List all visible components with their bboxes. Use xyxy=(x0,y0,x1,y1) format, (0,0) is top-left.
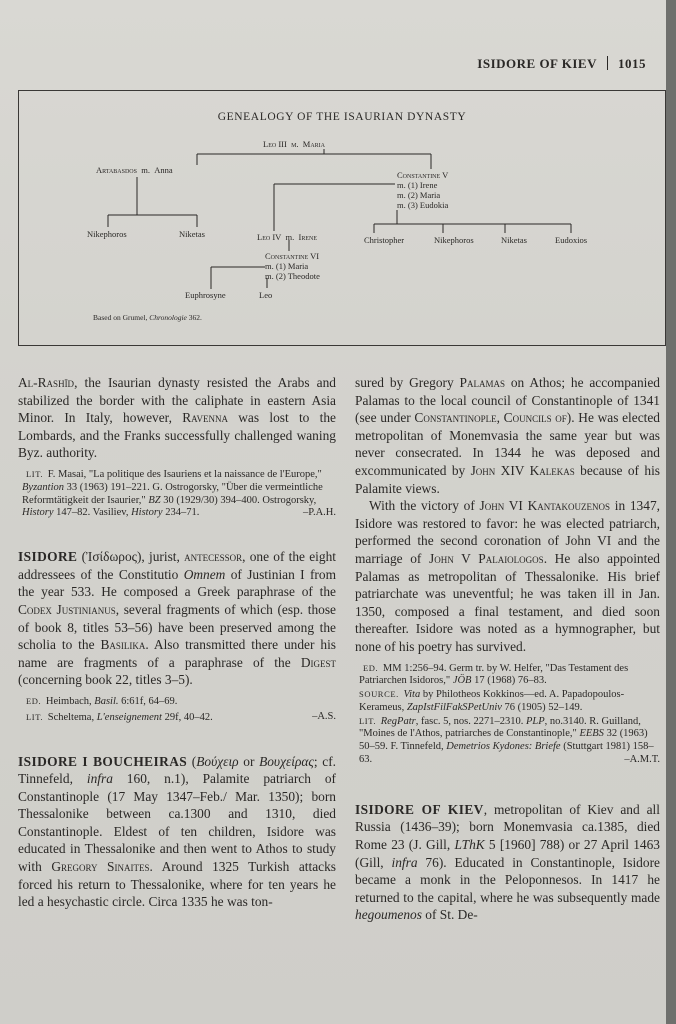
node-euphrosyne: Euphrosyne xyxy=(185,290,226,300)
node-leo-iv: Leo IV m. Irene xyxy=(257,232,318,242)
entry-isidore-of-kiev: ISIDORE OF KIEV, metropolitan of Kiev and all Russia (1436–39); born Monemvasia ca.1385, died Rome 23 (J. Gill, LThK 5 [1960] 788) or 27 April 1463 (Gill, infra 76). Educated in Constantinople, Isidore became a monk in the Peloponnesos. In 1417 he returned to the capital, where he was subsequently made hegoumenos of St. De- xyxy=(355,801,660,923)
running-head-title: ISIDORE OF KIEV xyxy=(477,56,597,71)
entry-isidore-boucheiras: ISIDORE I BOUCHEIRAS (Βούχειρ or Βουχείρας; cf. Tinnefeld, infra 160, n.1), Palamite patriarch of Constantinople (17 May 1347–Feb./ Mar. 1350); born Thessalonike between ca.1300 and 1310, died Constantinople. Eldest of ten children, Isidore was educated in Thessalonike and then went to Athos to study with Gregory Sinaites. Around 1325 Turkish attacks forced his return to Thessalonike, where for ten years he led a hesychastic circle. Circa 1335 he was ton- xyxy=(18,753,337,910)
node-artabasdos: Artabasdos m. Anna xyxy=(96,165,173,175)
right-column xyxy=(355,374,660,924)
node-constantine-vi: Constantine VI m. (1) Maria m. (2) Theodote xyxy=(265,251,320,281)
genealogy-lines xyxy=(19,91,665,345)
left-column xyxy=(18,374,336,911)
node-nikephoros-1: Nikephoros xyxy=(87,229,127,239)
entry-isidore-jurist: ISIDORE (Ἰσίδωρος), jurist, antecessor, one of the eight addressees of the Constitutio Omnem of Justinian I from the year 533. He composed a Greek paraphrase of the Codex Justinianus, several fragments of which (esp. those of book 8, titles 53–56) have been preserved among the scholia to the Basilika. Also transmitted there under his name are fragments of a paraphrase of the Digest (concerning book 22, titles 3–5). xyxy=(18,549,336,688)
node-constantine-v: Constantine V m. (1) Irene m. (2) Maria m. (3) Eudokia xyxy=(397,170,449,210)
node-eudoxios: Eudoxios xyxy=(555,235,588,245)
node-leo-iii: Leo III m. Maria xyxy=(263,139,326,149)
figure-title: GENEALOGY OF THE ISAURIAN DYNASTY xyxy=(217,111,467,123)
running-head-separator xyxy=(607,56,608,70)
running-head xyxy=(477,56,646,72)
entry-boucheiras-cont: sured by Gregory Palamas on Athos; he accompanied Palamas to the local council of Constantinople of 1341 (see under Constantinople, Councils of). He was elected metropolitan of Monemvasia the same year but was never consecrated. In 1344 he was deposed and excommunicated by John XIV Kalekas because of his Palamite views. xyxy=(355,375,661,496)
figure-credit: Based on Grumel, Chronologie 362. xyxy=(93,313,202,322)
node-niketas-2: Niketas xyxy=(501,235,527,245)
node-christopher: Christopher xyxy=(364,235,405,245)
bibliography-lit: LIT. F. Masai, "La politique des Isauriens et la naissance de l'Europe," Byzantion 33 (1963) 191–221. G. Ostrogorsky, "Über die vermeintliche Reformtätigkeit der Isaurier," BZ 30 (1929/30) 394–400. Ostrogorsky, History 147–82. Vasiliev, History 234–71. –P.A.H. xyxy=(22,468,336,519)
entry-headword: ISIDORE xyxy=(18,549,78,565)
entry-continuation: Al-Rashīd, the Isaurian dynasty resisted the Arabs and stabilized the border with the caliphate in eastern Asia Minor. In Italy, however, Ravenna was lost to the Lombards, and the Franks successfully challenged waning Byz. authority. xyxy=(18,375,336,461)
node-niketas-1: Niketas xyxy=(179,229,205,239)
author-initials: –A.M.T. xyxy=(624,754,660,766)
bibliography-lit-2: LIT. Scheltema, L'enseignement 29f, 40–42. –A.S. xyxy=(26,710,336,723)
entry-headword: ISIDORE I BOUCHEIRAS xyxy=(18,753,188,769)
entry-boucheiras-p2: With the victory of John VI Kantakouzenos in 1347, Isidore was restored to favor: he was elected patriarch, performed the second coronation of John VI and the marriage of John V Palaiologos. He also appointed Palamas as metropolitan of Thessalonike. His brief patriarchate was uneventful; he was taken ill in Jan. 1350, composed a final testament, and died soon thereafter. Isidore was noted as a hymnographer, but none of his poetry has survived. xyxy=(355,498,660,654)
entry-headword: ISIDORE OF KIEV xyxy=(355,801,484,817)
bibliography-ed: ED. Heimbach, Basil. 6:61f, 64–69. xyxy=(26,695,178,707)
genealogy-figure xyxy=(18,90,666,346)
author-initials: –P.A.H. xyxy=(303,507,336,519)
author-initials: –A.S. xyxy=(312,710,336,722)
node-leo: Leo xyxy=(259,290,273,300)
bibliography-ed-3: ED. MM 1:256–94. Germ tr. by W. Helfer, "Das Testament des Patriarchen Isidoros," JÖB 17 (1968) 76–83. SOURCE. Vita by Philotheos Kokkinos—ed. A. Papadopoulos-Kerameus, ZapIstFilFakSPetUniv 76 (1905) 52–149. LIT. RegPatr, fasc. 5, nos. 2271–2310. PLP, no.3140. R. Guilland, "Moines de l'Athos, patriarches de Constantinople," EEBS 32 (1963) 50–59. F. Tinnefeld, Demetrios Kydones: Briefe (Stuttgart 1981) 158–63. –A.M.T. xyxy=(359,662,660,766)
page-number: 1015 xyxy=(618,56,646,71)
node-nikephoros-2: Nikephoros xyxy=(434,235,474,245)
